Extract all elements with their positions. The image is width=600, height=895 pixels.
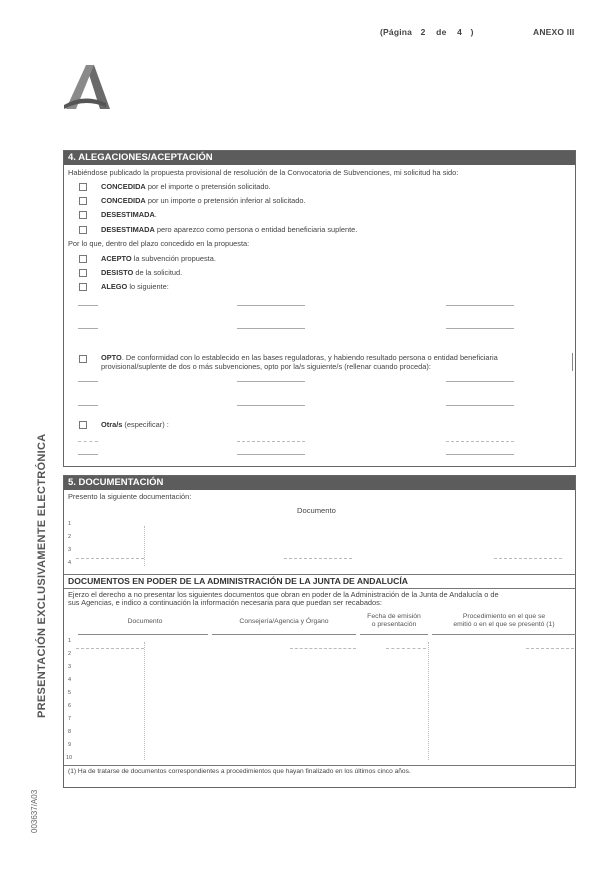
row-number: 8: [68, 729, 72, 735]
otras-line[interactable]: [78, 441, 98, 442]
junta-andalucia-logo-icon: [62, 65, 110, 109]
admin-row-line[interactable]: [526, 648, 574, 649]
page-of: de: [436, 27, 447, 37]
alego-line[interactable]: [237, 328, 305, 329]
action-alego: ALEGO lo siguiente:: [101, 282, 169, 291]
document-column-header: Documento: [297, 506, 336, 515]
column-guide: [144, 642, 145, 760]
col-fecha: Fecha de emisión o presentación: [367, 613, 421, 628]
admin-row-line[interactable]: [386, 648, 426, 649]
otras-line[interactable]: [237, 454, 305, 455]
checkbox-concedida[interactable]: [79, 183, 87, 191]
row-number: 2: [68, 651, 72, 657]
row-number: 1: [68, 521, 72, 527]
section-4-intro: Habiéndose publicado la propuesta provisional de resolución de la Convocatoria de Subvenciones, mi solicitud ha sido:: [68, 168, 459, 177]
row-number: 1: [68, 638, 72, 644]
row-number: 7: [68, 716, 72, 722]
row-number: 10: [66, 755, 73, 761]
document-line[interactable]: [76, 558, 144, 559]
alego-line[interactable]: [78, 305, 98, 306]
opto-line[interactable]: [446, 405, 514, 406]
alego-line[interactable]: [78, 328, 98, 329]
page-close: ): [470, 27, 474, 37]
col-consejeria: Consejería/Agencia y Órgano: [239, 618, 329, 625]
footnote: (1) Ha de tratarse de documentos correspondientes a procedimientos que hayan finalizado en los últimos cinco años.: [68, 768, 411, 775]
row-number: 5: [68, 690, 72, 696]
checkbox-alego[interactable]: [79, 283, 87, 291]
divider: [64, 765, 575, 766]
document-line[interactable]: [284, 558, 352, 559]
opto-line-1: OPTO. De conformidad con lo establecido en las bases reguladoras, y habiendo resultado persona o entidad beneficiaria: [101, 353, 498, 362]
admin-row-line[interactable]: [76, 648, 144, 649]
header-rule: [360, 634, 428, 635]
checkbox-desestimada-suplente[interactable]: [79, 226, 87, 234]
row-number: 9: [68, 742, 72, 748]
therefore-text: Por lo que, dentro del plazo concedido en la propuesta:: [68, 239, 250, 248]
header-rule: [212, 634, 356, 635]
section-5-intro: Presento la siguiente documentación:: [68, 492, 192, 501]
otras-line[interactable]: [446, 441, 514, 442]
opto-line[interactable]: [237, 405, 305, 406]
checkbox-desisto[interactable]: [79, 269, 87, 277]
opto-line[interactable]: [78, 381, 98, 382]
opto-line[interactable]: [446, 381, 514, 382]
annex-label: ANEXO III: [533, 27, 575, 37]
col-procedimiento: Procedimiento en el que se emitió o en el que se presentó (1): [453, 613, 555, 628]
opto-marker: [572, 353, 573, 371]
checkbox-acepto[interactable]: [79, 255, 87, 263]
admin-intro-line-2: sus Agencias, e indico a continuación la información necesaria para que puedan ser recabados:: [68, 598, 382, 607]
option-concedida-inferior: CONCEDIDA por un importe o pretensión inferior al solicitado.: [101, 196, 306, 205]
section-4-title: 4. ALEGACIONES/ACEPTACIÓN: [64, 151, 575, 165]
opto-line[interactable]: [78, 405, 98, 406]
divider: [64, 588, 575, 589]
admin-title: DOCUMENTOS EN PODER DE LA ADMINISTRACIÓN DE LA JUNTA DE ANDALUCÍA: [68, 576, 408, 586]
row-number: 4: [68, 560, 72, 566]
opto-line-2: provisional/suplente de dos o más subvenciones, opto por la/s siguiente/s (rellenar cuando proceda):: [101, 362, 431, 371]
opto-line[interactable]: [237, 381, 305, 382]
page-current: 2: [420, 27, 426, 37]
otras-line[interactable]: [446, 454, 514, 455]
option-desestimada: DESESTIMADA.: [101, 210, 157, 219]
alego-line[interactable]: [237, 305, 305, 306]
row-number: 2: [68, 534, 72, 540]
otras-label: Otra/s (especificar) :: [101, 420, 169, 429]
row-number: 4: [68, 677, 72, 683]
col-documento: Documento: [127, 618, 163, 625]
action-acepto: ACEPTO la subvención propuesta.: [101, 254, 216, 263]
admin-row-line[interactable]: [290, 648, 356, 649]
checkbox-desestimada[interactable]: [79, 211, 87, 219]
option-concedida: CONCEDIDA por el importe o pretensión solicitado.: [101, 182, 271, 191]
header-rule: [432, 634, 576, 635]
row-number: 3: [68, 547, 72, 553]
document-line[interactable]: [494, 558, 562, 559]
otras-line[interactable]: [78, 454, 98, 455]
row-number: 3: [68, 664, 72, 670]
alego-line[interactable]: [446, 328, 514, 329]
page-label: (Página: [380, 27, 413, 37]
otras-line[interactable]: [237, 441, 305, 442]
section-5-documentation: [63, 475, 576, 788]
row-number: 6: [68, 703, 72, 709]
section-5-title: 5. DOCUMENTACIÓN: [64, 476, 575, 490]
option-desestimada-suplente: DESESTIMADA pero aparezco como persona o entidad beneficiaria suplente.: [101, 225, 358, 234]
section-4-allegations: [63, 150, 576, 467]
page-total: 4: [457, 27, 462, 37]
vertical-notice: PRESENTACIÓN EXCLUSIVAMENTE ELECTRÓNICA: [36, 433, 48, 718]
alego-line[interactable]: [446, 305, 514, 306]
checkbox-concedida-inferior[interactable]: [79, 197, 87, 205]
checkbox-opto[interactable]: [79, 355, 87, 363]
checkbox-otras[interactable]: [79, 421, 87, 429]
form-code: 003637/A03: [30, 789, 39, 833]
page-indicator: [380, 27, 474, 37]
header-rule: [78, 634, 208, 635]
column-guide: [428, 642, 429, 760]
admin-intro-line-1: Ejerzo el derecho a no presentar los siguientes documentos que obran en poder de la Administración de la Junta de Andalucía o de: [68, 590, 499, 599]
column-guide: [144, 526, 145, 566]
divider: [64, 574, 575, 575]
action-desisto: DESISTO de la solicitud.: [101, 268, 183, 277]
